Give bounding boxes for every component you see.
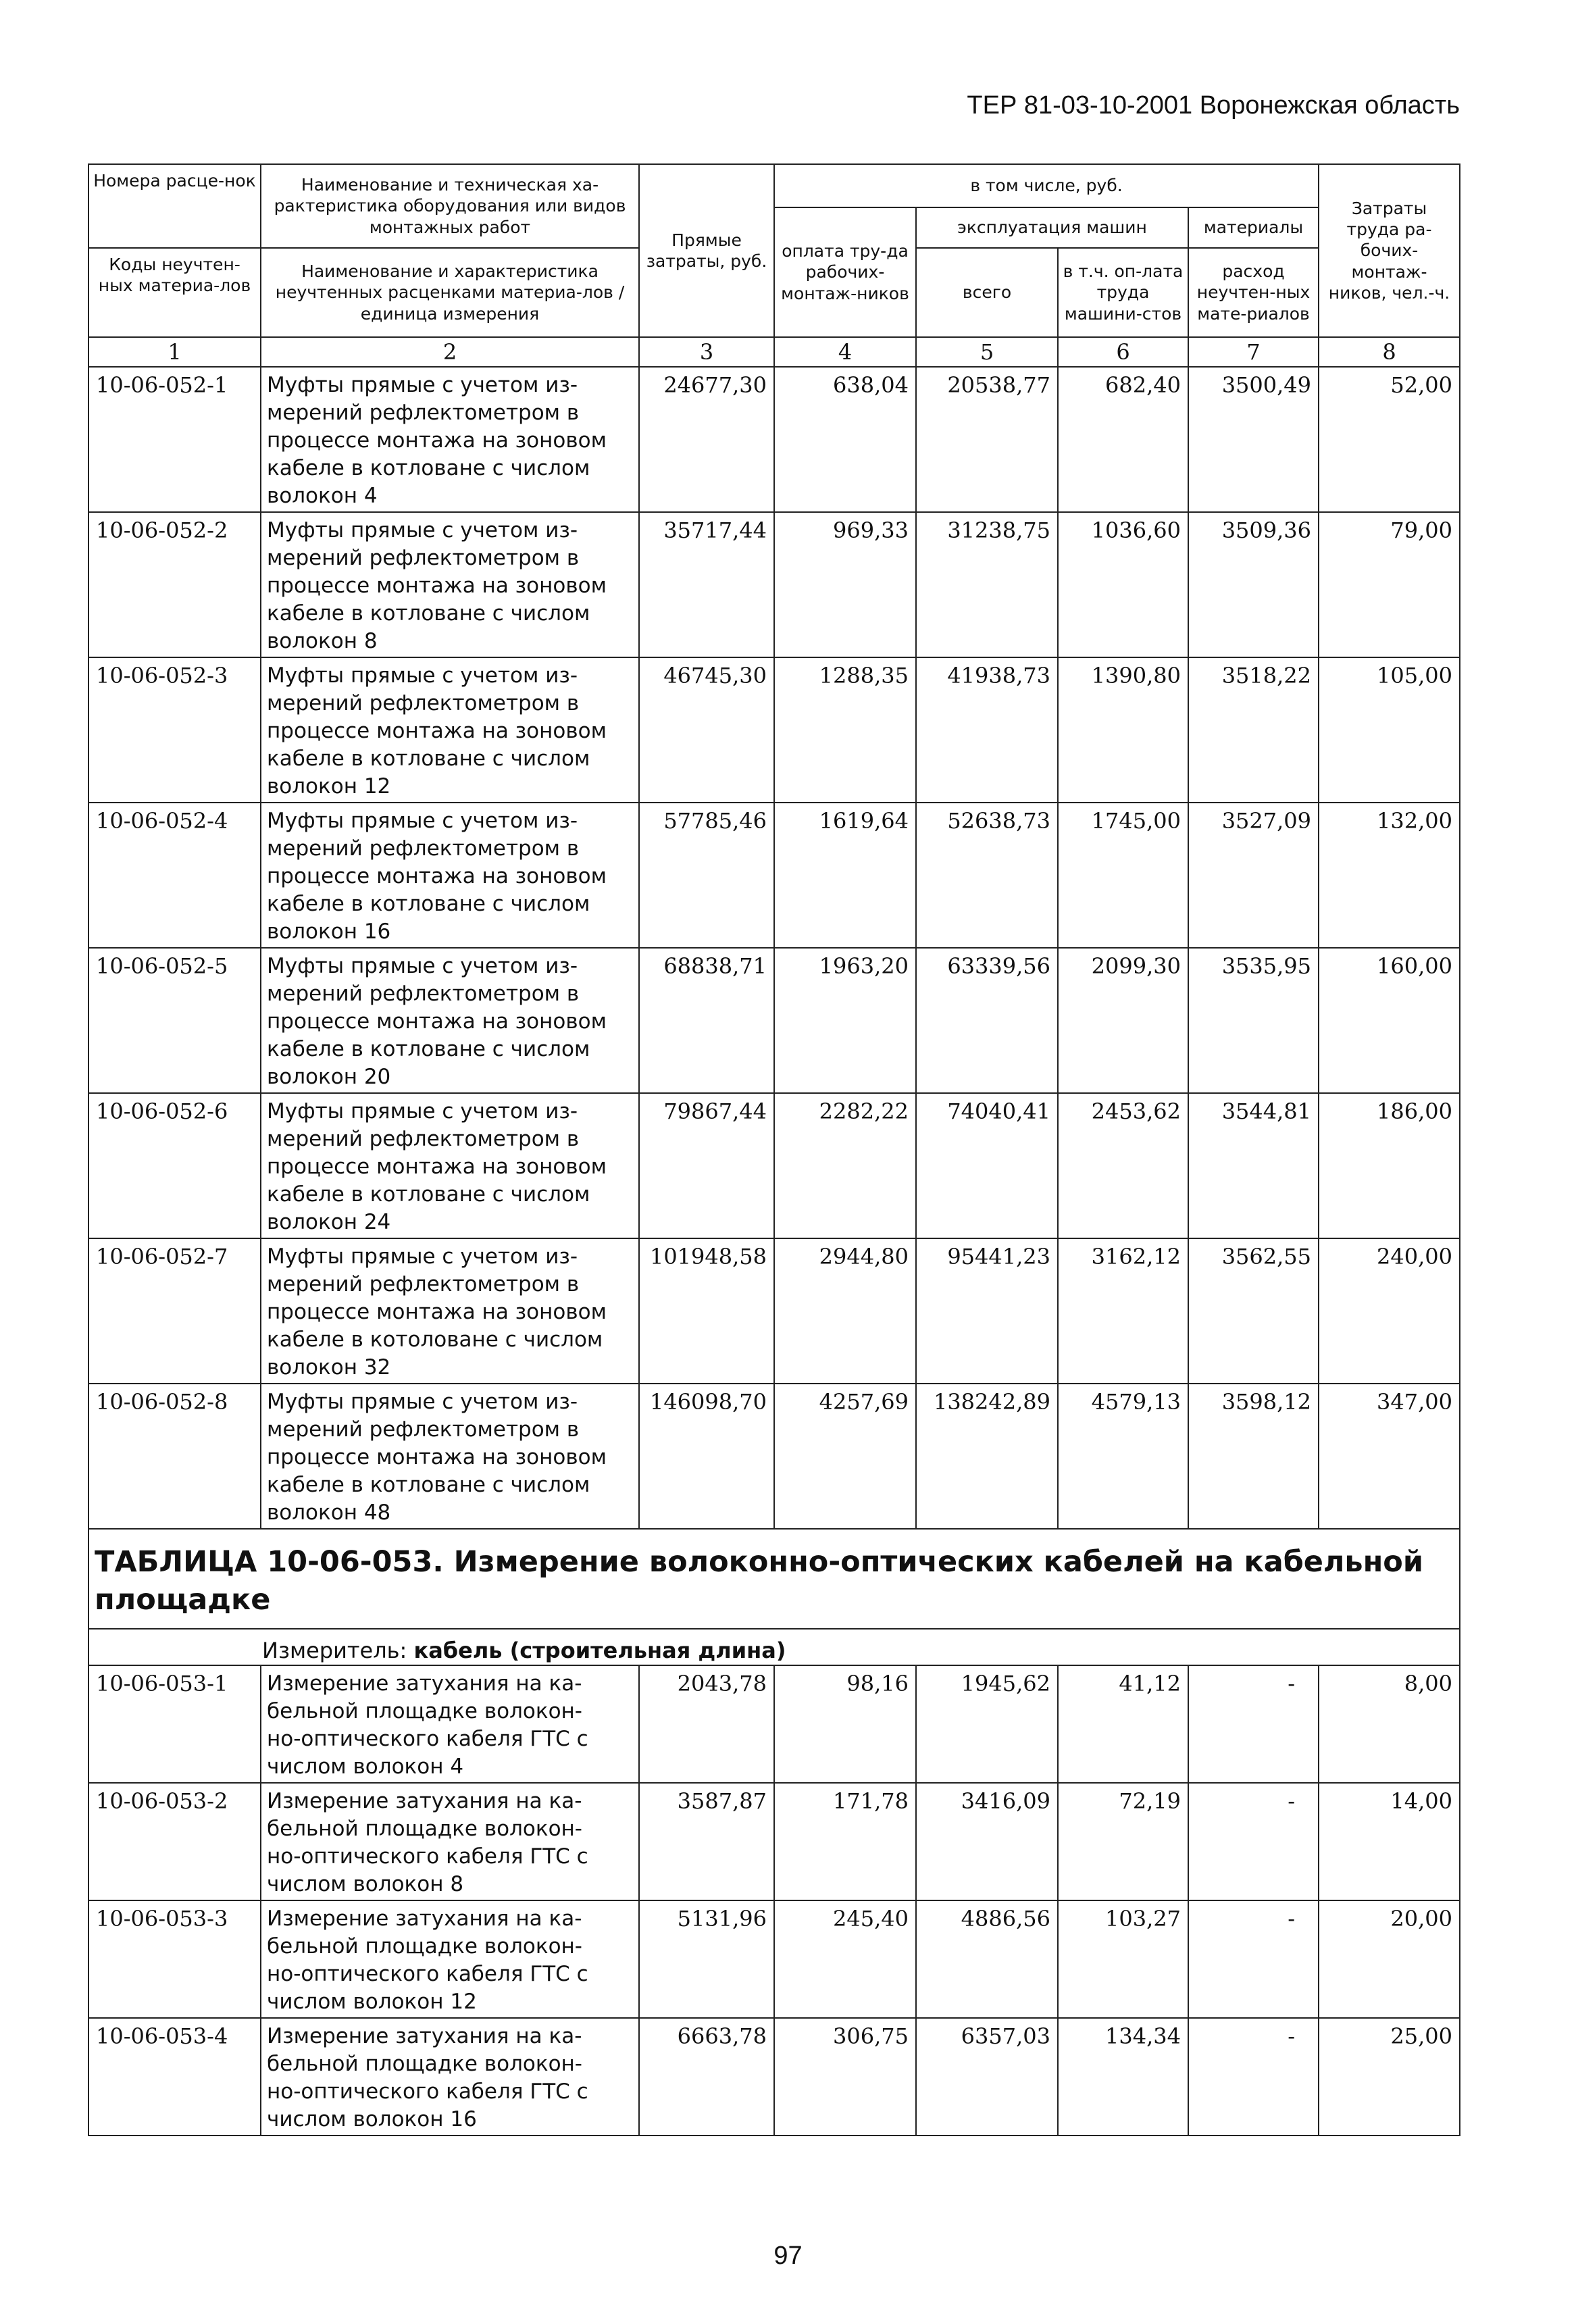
column-number: 3 (639, 337, 774, 367)
labor-pay-cell: 1619,64 (774, 803, 916, 948)
header-rate-numbers: Номера расце-нок (88, 164, 261, 248)
description-line: кабеле в котловане с числом (267, 747, 590, 771)
table-row (88, 1093, 1460, 1238)
description-line: мерений рефлектометром в (267, 1127, 580, 1151)
labor-pay-cell: 2282,22 (774, 1093, 916, 1238)
table-row (88, 1384, 1460, 1529)
labor-pay-cell: 2944,80 (774, 1238, 916, 1384)
machine-total-cell: 3416,09 (916, 1783, 1058, 1900)
description-line: волокон 32 (267, 1355, 391, 1380)
direct-costs-cell: 101948,58 (639, 1238, 774, 1384)
rate-description (261, 1093, 639, 1238)
description-line: кабеле в котловане с числом (267, 601, 590, 626)
labor-hours-cell: 347,00 (1319, 1384, 1460, 1529)
machine-labor-cell: 3162,12 (1058, 1238, 1188, 1384)
materials-cell: - (1188, 2018, 1319, 2136)
labor-hours-cell: 25,00 (1319, 2018, 1460, 2136)
description-line: но-оптического кабеля ГТС с (267, 1844, 588, 1869)
description-line: волокон 4 (267, 484, 378, 508)
description-line: кабеле в котловане с числом (267, 1182, 590, 1207)
description-line: процессе монтажа на зоновом (267, 1445, 607, 1469)
labor-hours-cell: 20,00 (1319, 1900, 1460, 2018)
labor-hours-cell: 132,00 (1319, 803, 1460, 948)
rate-code: 10-06-053-3 (88, 1900, 261, 2018)
column-number: 4 (774, 337, 916, 367)
meter-value: кабель (строительная длина) (413, 1638, 786, 1663)
header-materials-unaccounted: расход неучтен-ных мате-риалов (1188, 248, 1319, 337)
machine-labor-cell: 72,19 (1058, 1783, 1188, 1900)
machine-total-cell: 1945,62 (916, 1665, 1058, 1783)
machine-total-cell: 41938,73 (916, 657, 1058, 803)
rate-code: 10-06-053-4 (88, 2018, 261, 2136)
column-number: 7 (1188, 337, 1319, 367)
rate-description (261, 1238, 639, 1384)
materials-cell: 3544,81 (1188, 1093, 1319, 1238)
rate-description (261, 1900, 639, 2018)
labor-hours-cell: 160,00 (1319, 948, 1460, 1093)
section-title: ТАБЛИЦА 10-06-053. Измерение волоконно-оптических кабелей на кабельной площадке (95, 1545, 1423, 1617)
machine-labor-cell: 2099,30 (1058, 948, 1188, 1093)
direct-costs-cell: 68838,71 (639, 948, 774, 1093)
labor-hours-cell: 240,00 (1319, 1238, 1460, 1384)
description-line: Муфты прямые с учетом из- (267, 1244, 578, 1269)
description-line: Муфты прямые с учетом из- (267, 809, 578, 833)
materials-cell: 3518,22 (1188, 657, 1319, 803)
machine-total-cell: 52638,73 (916, 803, 1058, 948)
description-line: но-оптического кабеля ГТС с (267, 2079, 588, 2104)
machine-labor-cell: 1390,80 (1058, 657, 1188, 803)
description-line: Муфты прямые с учетом из- (267, 954, 578, 978)
machine-labor-cell: 682,40 (1058, 367, 1188, 512)
machine-total-cell: 63339,56 (916, 948, 1058, 1093)
description-line: бельной площадке волокон- (267, 1699, 582, 1723)
machine-total-cell: 6357,03 (916, 2018, 1058, 2136)
description-line: бельной площадке волокон- (267, 1817, 582, 1841)
labor-pay-cell: 306,75 (774, 2018, 916, 2136)
machine-total-cell: 74040,41 (916, 1093, 1058, 1238)
description-line: числом волокон 4 (267, 1754, 464, 1779)
rate-code: 10-06-052-2 (88, 512, 261, 657)
description-line: процессе монтажа на зоновом (267, 1155, 607, 1179)
header-machine-op: эксплуатация машин (916, 207, 1188, 248)
table-row (88, 803, 1460, 948)
labor-pay-cell: 245,40 (774, 1900, 916, 2018)
description-line: процессе монтажа на зоновом (267, 864, 607, 888)
labor-pay-cell: 969,33 (774, 512, 916, 657)
description-line: кабеле в котловане с числом (267, 456, 590, 480)
table-row (88, 512, 1460, 657)
direct-costs-cell: 24677,30 (639, 367, 774, 512)
description-line: Измерение затухания на ка- (267, 1789, 582, 1813)
header-including: в том числе, руб. (774, 164, 1319, 207)
rate-code: 10-06-053-1 (88, 1665, 261, 1783)
labor-pay-cell: 638,04 (774, 367, 916, 512)
description-line: волокон 24 (267, 1210, 391, 1234)
machine-total-cell: 138242,89 (916, 1384, 1058, 1529)
labor-hours-cell: 14,00 (1319, 1783, 1460, 1900)
column-number: 5 (916, 337, 1058, 367)
rate-code: 10-06-052-8 (88, 1384, 261, 1529)
labor-pay-cell: 4257,69 (774, 1384, 916, 1529)
description-line: мерений рефлектометром в (267, 1417, 580, 1442)
table-row (88, 1665, 1460, 1783)
table-row (88, 657, 1460, 803)
machine-total-cell: 4886,56 (916, 1900, 1058, 2018)
rate-description (261, 803, 639, 948)
description-line: волокон 20 (267, 1065, 391, 1089)
rate-code: 10-06-052-4 (88, 803, 261, 948)
direct-costs-cell: 6663,78 (639, 2018, 774, 2136)
machine-labor-cell: 41,12 (1058, 1665, 1188, 1783)
description-line: Измерение затухания на ка- (267, 1671, 582, 1696)
materials-cell: - (1188, 1665, 1319, 1783)
machine-labor-cell: 4579,13 (1058, 1384, 1188, 1529)
description-line: мерений рефлектометром в (267, 546, 580, 570)
table-row (88, 1238, 1460, 1384)
description-line: процессе монтажа на зоновом (267, 719, 607, 743)
rate-description (261, 2018, 639, 2136)
materials-cell: 3509,36 (1188, 512, 1319, 657)
labor-hours-cell: 8,00 (1319, 1665, 1460, 1783)
header-direct-costs: Прямые затраты, руб. (639, 164, 774, 337)
machine-labor-cell: 103,27 (1058, 1900, 1188, 2018)
rate-description (261, 657, 639, 803)
labor-pay-cell: 171,78 (774, 1783, 916, 1900)
labor-pay-cell: 98,16 (774, 1665, 916, 1783)
direct-costs-cell: 146098,70 (639, 1384, 774, 1529)
materials-cell: - (1188, 1900, 1319, 2018)
header-machine-total: всего (916, 248, 1058, 337)
rate-description (261, 1783, 639, 1900)
machine-total-cell: 95441,23 (916, 1238, 1058, 1384)
meter-label: Измеритель: (262, 1638, 407, 1663)
materials-cell: 3598,12 (1188, 1384, 1319, 1529)
column-number: 1 (88, 337, 261, 367)
description-line: бельной площадке волокон- (267, 1934, 582, 1959)
description-line: кабеле в котловане с числом (267, 1473, 590, 1497)
column-number: 6 (1058, 337, 1188, 367)
table-row (88, 367, 1460, 512)
meter-cell (88, 1629, 1460, 1665)
direct-costs-cell: 3587,87 (639, 1783, 774, 1900)
description-line: Муфты прямые с учетом из- (267, 518, 578, 542)
rate-code: 10-06-053-2 (88, 1783, 261, 1900)
labor-pay-cell: 1963,20 (774, 948, 916, 1093)
materials-cell: 3500,49 (1188, 367, 1319, 512)
machine-labor-cell: 1036,60 (1058, 512, 1188, 657)
labor-hours-cell: 186,00 (1319, 1093, 1460, 1238)
description-line: Муфты прямые с учетом из- (267, 663, 578, 688)
rate-code: 10-06-052-1 (88, 367, 261, 512)
description-line: мерений рефлектометром в (267, 836, 580, 861)
direct-costs-cell: 2043,78 (639, 1665, 774, 1783)
labor-hours-cell: 52,00 (1319, 367, 1460, 512)
labor-pay-cell: 1288,35 (774, 657, 916, 803)
section-cell (88, 1529, 1460, 1629)
rate-description (261, 948, 639, 1093)
description-line: числом волокон 8 (267, 1872, 464, 1896)
header-materials: материалы (1188, 207, 1319, 248)
materials-cell: 3562,55 (1188, 1238, 1319, 1384)
machine-total-cell: 20538,77 (916, 367, 1058, 512)
table-row (88, 948, 1460, 1093)
rate-code: 10-06-052-3 (88, 657, 261, 803)
description-line: Муфты прямые с учетом из- (267, 1390, 578, 1414)
description-line: волокон 48 (267, 1500, 391, 1525)
description-line: Муфты прямые с учетом из- (267, 373, 578, 397)
header-name-equipment: Наименование и техническая ха-рактеристика оборудования или видов монтажных работ (261, 164, 639, 248)
table-row (88, 1783, 1460, 1900)
labor-hours-cell: 79,00 (1319, 512, 1460, 657)
header-material-codes: Коды неучтен-ных материа-лов (88, 248, 261, 337)
direct-costs-cell: 57785,46 (639, 803, 774, 948)
rate-description (261, 1665, 639, 1783)
direct-costs-cell: 46745,30 (639, 657, 774, 803)
description-line: мерений рефлектометром в (267, 691, 580, 715)
description-line: волокон 12 (267, 774, 391, 799)
materials-cell: 3535,95 (1188, 948, 1319, 1093)
description-line: мерений рефлектометром в (267, 982, 580, 1006)
description-line: числом волокон 16 (267, 2107, 477, 2131)
header-name-materials: Наименование и характеристика неучтенных расценками материа-лов / единица измерения (261, 248, 639, 337)
description-line: бельной площадке волокон- (267, 2052, 582, 2076)
description-line: волокон 16 (267, 919, 391, 944)
page-number: 97 (773, 2242, 803, 2270)
table-row (88, 2018, 1460, 2136)
description-line: мерений рефлектометром в (267, 401, 580, 425)
materials-cell: 3527,09 (1188, 803, 1319, 948)
rates-table (88, 163, 1460, 2136)
direct-costs-cell: 35717,44 (639, 512, 774, 657)
header-labor-costs: Затраты труда ра-бочих-монтаж-ников, чел.-ч. (1319, 164, 1460, 337)
table-row (88, 1900, 1460, 2018)
machine-labor-cell: 134,34 (1058, 2018, 1188, 2136)
section-row (88, 1529, 1460, 1629)
header-machine-labor: в т.ч. оп-лата труда машини-стов (1058, 248, 1188, 337)
column-number: 8 (1319, 337, 1460, 367)
rate-code: 10-06-052-6 (88, 1093, 261, 1238)
direct-costs-cell: 5131,96 (639, 1900, 774, 2018)
description-line: процессе монтажа на зоновом (267, 428, 607, 453)
description-line: Измерение затухания на ка- (267, 2024, 582, 2048)
rate-code: 10-06-052-7 (88, 1238, 261, 1384)
description-line: но-оптического кабеля ГТС с (267, 1727, 588, 1751)
description-line: волокон 8 (267, 629, 378, 653)
machine-labor-cell: 1745,00 (1058, 803, 1188, 948)
direct-costs-cell: 79867,44 (639, 1093, 774, 1238)
description-line: числом волокон 12 (267, 1990, 477, 2014)
machine-labor-cell: 2453,62 (1058, 1093, 1188, 1238)
page-header: ТЕР 81-03-10-2001 Воронежская область (967, 91, 1460, 120)
description-line: процессе монтажа на зоновом (267, 1009, 607, 1034)
description-line: Муфты прямые с учетом из- (267, 1099, 578, 1123)
description-line: Измерение затухания на ка- (267, 1906, 582, 1931)
rate-description (261, 512, 639, 657)
description-line: процессе монтажа на зоновом (267, 574, 607, 598)
description-line: но-оптического кабеля ГТС с (267, 1962, 588, 1986)
rate-code: 10-06-052-5 (88, 948, 261, 1093)
description-line: процессе монтажа на зоновом (267, 1300, 607, 1324)
labor-hours-cell: 105,00 (1319, 657, 1460, 803)
description-line: кабеле в котловане с числом (267, 1037, 590, 1061)
header-labor-pay: оплата тру-да рабочих-монтаж-ников (774, 207, 916, 337)
rate-description (261, 367, 639, 512)
column-numbers-row (88, 337, 1460, 367)
meter-row (88, 1629, 1460, 1665)
description-line: кабеле в котоловане с числом (267, 1328, 603, 1352)
description-line: мерений рефлектометром в (267, 1272, 580, 1296)
description-line: кабеле в котловане с числом (267, 892, 590, 916)
meter-line (89, 1638, 1459, 1663)
rate-description (261, 1384, 639, 1529)
machine-total-cell: 31238,75 (916, 512, 1058, 657)
materials-cell: - (1188, 1783, 1319, 1900)
column-number: 2 (261, 337, 639, 367)
